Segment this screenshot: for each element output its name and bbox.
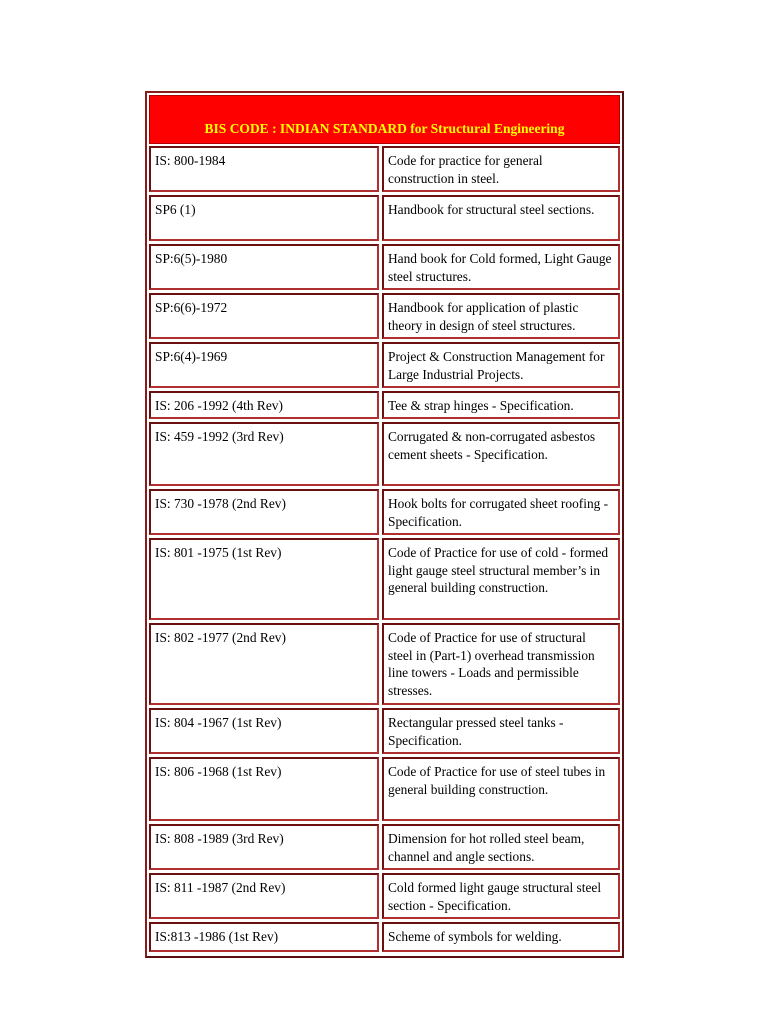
code-cell: SP:6(6)-1972 [149, 293, 379, 339]
table-row [149, 244, 620, 290]
code-cell: IS: 802 -1977 (2nd Rev) [149, 623, 379, 705]
table-row [149, 342, 620, 388]
table-row [149, 538, 620, 620]
code-cell: IS: 800-1984 [149, 146, 379, 192]
description-cell: Scheme of symbols for welding. [382, 922, 620, 952]
table-title: BIS CODE : INDIAN STANDARD for Structural Engineering [149, 95, 620, 144]
code-cell: IS: 730 -1978 (2nd Rev) [149, 489, 379, 535]
description-cell: Code of Practice for use of structural steel in (Part-1) overhead transmission line towers - Loads and permissible stresses. [382, 623, 620, 705]
table-row [149, 146, 620, 192]
description-cell: Code of Practice for use of cold - formed light gauge steel structural member’s in general building construction. [382, 538, 620, 620]
standards-table [145, 91, 624, 958]
description-cell: Handbook for structural steel sections. [382, 195, 620, 241]
table-row [149, 708, 620, 754]
table-row [149, 922, 620, 952]
table-row [149, 293, 620, 339]
table-row [149, 195, 620, 241]
code-cell: SP:6(5)-1980 [149, 244, 379, 290]
code-cell: SP6 (1) [149, 195, 379, 241]
code-cell: SP:6(4)-1969 [149, 342, 379, 388]
description-cell: Code of Practice for use of steel tubes in general building construction. [382, 757, 620, 821]
description-cell: Dimension for hot rolled steel beam, channel and angle sections. [382, 824, 620, 870]
table-row [149, 422, 620, 486]
description-cell: Hook bolts for corrugated sheet roofing - Specification. [382, 489, 620, 535]
table-row [149, 757, 620, 821]
code-cell: IS: 801 -1975 (1st Rev) [149, 538, 379, 620]
table-row [149, 824, 620, 870]
description-cell: Rectangular pressed steel tanks - Specification. [382, 708, 620, 754]
code-cell: IS: 808 -1989 (3rd Rev) [149, 824, 379, 870]
description-cell: Tee & strap hinges - Specification. [382, 391, 620, 419]
table-row [149, 873, 620, 919]
code-cell: IS:813 -1986 (1st Rev) [149, 922, 379, 952]
description-cell: Hand book for Cold formed, Light Gauge steel structures. [382, 244, 620, 290]
code-cell: IS: 811 -1987 (2nd Rev) [149, 873, 379, 919]
description-cell: Corrugated & non-corrugated asbestos cement sheets - Specification. [382, 422, 620, 486]
description-cell: Code for practice for general construction in steel. [382, 146, 620, 192]
code-cell: IS: 459 -1992 (3rd Rev) [149, 422, 379, 486]
description-cell: Cold formed light gauge structural steel section - Specification. [382, 873, 620, 919]
table-row [149, 489, 620, 535]
code-cell: IS: 206 -1992 (4th Rev) [149, 391, 379, 419]
description-cell: Handbook for application of plastic theory in design of steel structures. [382, 293, 620, 339]
description-cell: Project & Construction Management for Large Industrial Projects. [382, 342, 620, 388]
table-body [149, 146, 620, 955]
table-row [149, 623, 620, 705]
table-row [149, 391, 620, 419]
code-cell: IS: 806 -1968 (1st Rev) [149, 757, 379, 821]
code-cell: IS: 804 -1967 (1st Rev) [149, 708, 379, 754]
